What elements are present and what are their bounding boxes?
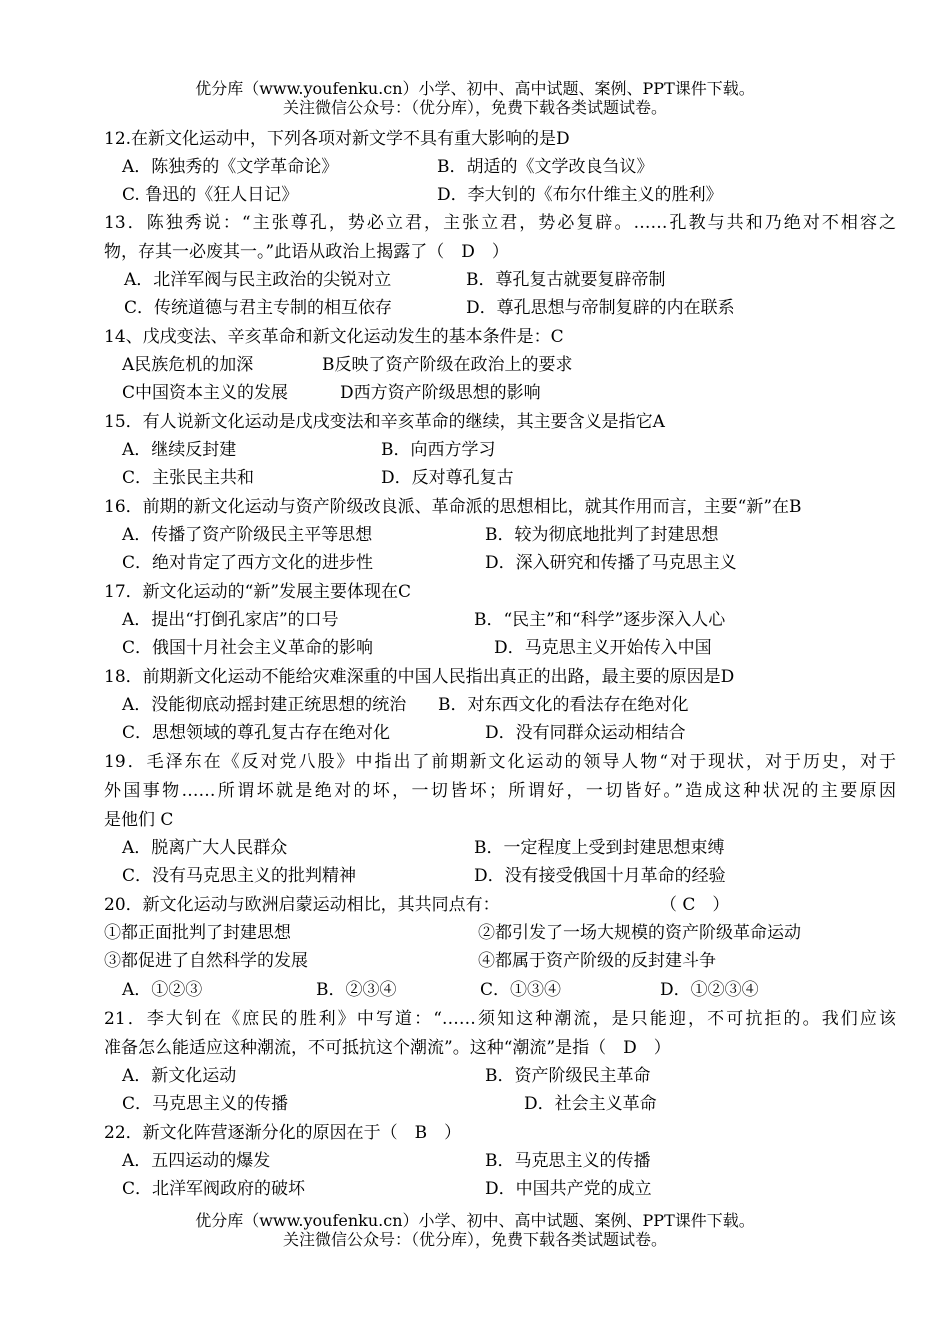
question-19-stem-line-3: 是他们 C (104, 810, 174, 830)
question-15-option-b: B．向西方学习 (381, 440, 496, 460)
question-17-option-d: D．马克思主义开始传入中国 (494, 638, 712, 658)
question-12-stem: 12.在新文化运动中，下列各项对新文学不具有重大影响的是D (104, 129, 570, 149)
question-22-option-a: A．五四运动的爆发 (122, 1151, 271, 1171)
question-16-option-a: A．传播了资产阶级民主平等思想 (122, 525, 373, 545)
question-17-option-b: B．“民主”和“科学”逐步深入人心 (474, 610, 726, 630)
question-16-option-d: D．深入研究和传播了马克思主义 (485, 553, 737, 573)
question-21-option-b: B．资产阶级民主革命 (485, 1066, 651, 1086)
question-22-option-d: D．中国共产党的成立 (485, 1179, 652, 1199)
question-13-option-b: B．尊孔复古就要复辟帝制 (466, 270, 666, 290)
question-18-option-d: D．没有同群众运动相结合 (485, 723, 686, 743)
question-13-option-d: D．尊孔思想与帝制复辟的内在联系 (466, 298, 735, 318)
question-12-option-d: D．李大钊的《布尔什维主义的胜利》 (437, 185, 723, 205)
question-20-item-3: ③都促进了自然科学的发展 (104, 951, 308, 971)
question-20-stem: 20．新文化运动与欧洲启蒙运动相比，其共同点有： (104, 895, 500, 915)
question-14-option-d: D西方资产阶级思想的影响 (340, 383, 541, 403)
question-13-option-c: C．传统道德与君主专制的相互依存 (124, 298, 393, 318)
question-20-answer: （ C ） (660, 895, 730, 915)
question-20-item-1: ①都正面批判了封建思想 (104, 923, 291, 943)
question-22-option-b: B．马克思主义的传播 (485, 1151, 651, 1171)
question-20-option-a: A．①②③ (122, 980, 203, 1000)
question-14-stem: 14、戊戌变法、辛亥革命和新文化运动发生的基本条件是：C (104, 327, 564, 347)
header-line-1: 优分库（www.youfenku.cn）小学、初中、高中试题、案例、PPT课件下载。 (195, 79, 755, 98)
question-21-stem-line-1: 21．李大钊在《庶民的胜利》中写道：“……须知这种潮流，是只能迎，不可抗拒的。我们应该 (104, 1009, 896, 1029)
question-19-option-a: A．脱离广大人民群众 (122, 838, 288, 858)
question-18-option-b: B．对东西文化的看法存在绝对化 (438, 695, 689, 715)
question-21-option-a: A．新文化运动 (122, 1066, 237, 1086)
question-19-option-d: D．没有接受俄国十月革命的经验 (474, 866, 726, 886)
question-15-stem: 15．有人说新文化运动是戊戌变法和辛亥革命的继续，其主要含义是指它A (104, 412, 665, 432)
question-20-item-2: ②都引发了一场大规模的资产阶级革命运动 (478, 923, 801, 943)
question-15-option-a: A．继续反封建 (122, 440, 237, 460)
question-17-stem: 17．新文化运动的“新”发展主要体现在C (104, 582, 412, 602)
question-18-option-a: A．没能彻底动摇封建正统思想的统治 (122, 695, 407, 715)
question-21-option-d: D．社会主义革命 (524, 1094, 657, 1114)
question-20-option-c: C．①③④ (480, 980, 562, 1000)
question-12-option-c: C. 鲁迅的《狂人日记》 (122, 185, 299, 205)
question-22-option-c: C．北洋军阀政府的破坏 (122, 1179, 306, 1199)
question-21-stem-line-2: 准备怎么能适应这种潮流，不可抵抗这个潮流”。这种“潮流”是指（ D ） (104, 1038, 671, 1058)
footer-line-2: 关注微信公众号：（优分库），免费下载各类试题试卷。 (282, 1230, 667, 1249)
question-13-stem-line-1: 13．陈独秀说：“主张尊孔，势必立君，主张立君，势必复辟。……孔教与共和乃绝对不相容之 (104, 213, 896, 233)
question-15-option-c: C．主张民主共和 (122, 468, 255, 488)
question-19-stem-line-1: 19．毛泽东在《反对党八股》中指出了前期新文化运动的领导人物“对于现状，对于历史，对于 (104, 752, 896, 772)
question-13-stem-line-2: 物，存其一必废其一。”此语从政治上揭露了（ D ） (104, 242, 509, 262)
question-16-option-c: C．绝对肯定了西方文化的进步性 (122, 553, 374, 573)
question-19-option-b: B．一定程度上受到封建思想束缚 (474, 838, 725, 858)
question-18-stem: 18．前期新文化运动不能给灾难深重的中国人民指出真正的出路，最主要的原因是D (104, 667, 735, 687)
footer-line-1: 优分库（www.youfenku.cn）小学、初中、高中试题、案例、PPT课件下载。 (195, 1211, 755, 1230)
question-17-option-a: A．提出“打倒孔家店”的口号 (122, 610, 339, 630)
question-13-option-a: A．北洋军阀与民主政治的尖锐对立 (124, 270, 392, 290)
question-22-stem: 22．新文化阵营逐渐分化的原因在于（ B ） (104, 1123, 462, 1143)
question-15-option-d: D．反对尊孔复古 (381, 468, 514, 488)
question-12-option-b: B．胡适的《文学改良刍议》 (437, 157, 654, 177)
question-14-option-c: C中国资本主义的发展 (122, 383, 289, 403)
question-19-option-c: C．没有马克思主义的批判精神 (122, 866, 357, 886)
question-16-stem: 16．前期的新文化运动与资产阶级改良派、革命派的思想相比，就其作用而言，主要“新”在B (104, 497, 802, 517)
question-19-stem-line-2: 外国事物……所谓坏就是绝对的坏，一切皆坏；所谓好，一切皆好。”造成这种状况的主要原因 (104, 781, 896, 801)
question-16-option-b: B．较为彻底地批判了封建思想 (485, 525, 719, 545)
question-18-option-c: C．思想领域的尊孔复古存在绝对化 (122, 723, 391, 743)
question-20-option-d: D．①②③④ (660, 980, 759, 1000)
header-line-2: 关注微信公众号：（优分库），免费下载各类试题试卷。 (282, 98, 667, 117)
question-17-option-c: C．俄国十月社会主义革命的影响 (122, 638, 374, 658)
question-21-option-c: C．马克思主义的传播 (122, 1094, 289, 1114)
question-20-option-b: B．②③④ (316, 980, 397, 1000)
question-14-option-a: A民族危机的加深 (122, 355, 254, 375)
question-20-item-4: ④都属于资产阶级的反封建斗争 (478, 951, 716, 971)
question-12-option-a: A．陈独秀的《文学革命论》 (122, 157, 339, 177)
question-14-option-b: B反映了资产阶级在政治上的要求 (322, 355, 573, 375)
